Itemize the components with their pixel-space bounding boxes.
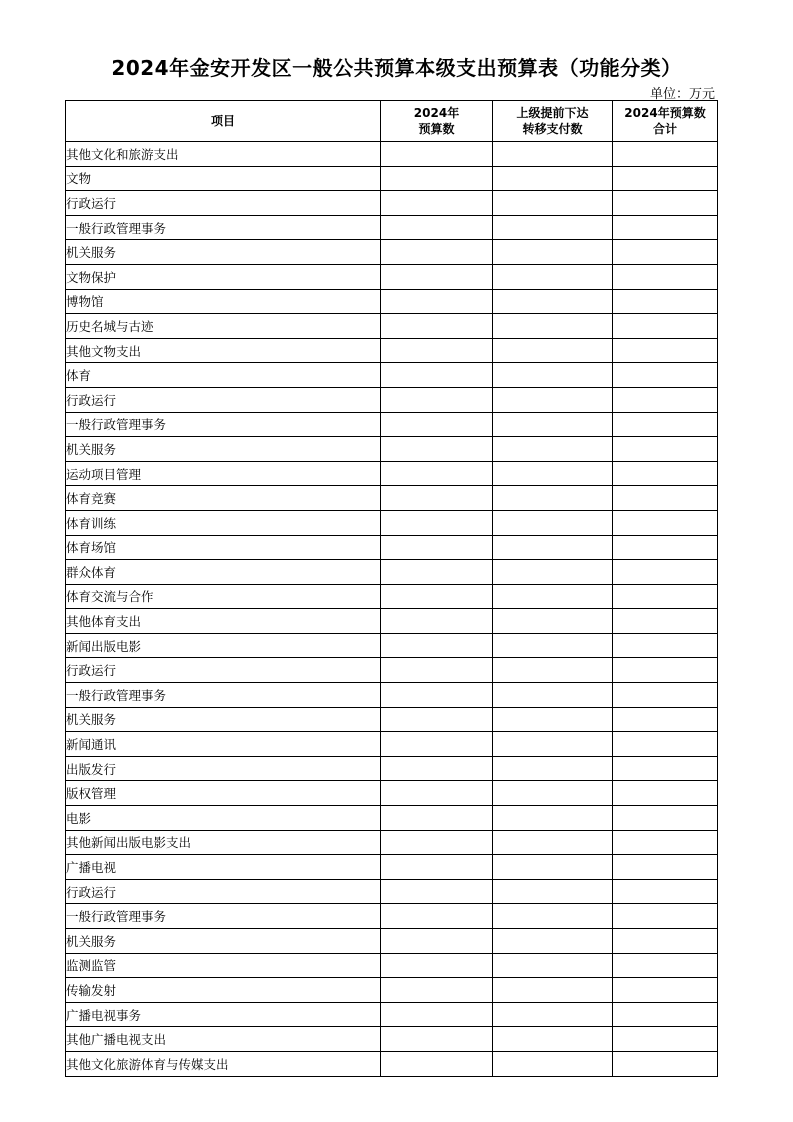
table-row [66, 953, 718, 978]
table-row [66, 879, 718, 904]
row-item-label: 出版发行 [66, 756, 381, 781]
cell-transfer-payment [493, 486, 613, 511]
table-row [66, 584, 718, 609]
cell-transfer-payment [493, 560, 613, 585]
cell-budget-2024 [381, 707, 493, 732]
cell-budget-total [613, 1027, 718, 1052]
header-budget-total [613, 101, 718, 142]
cell-transfer-payment [493, 830, 613, 855]
header-budget-total-line2: 合计 [652, 122, 677, 136]
cell-budget-total [613, 338, 718, 363]
row-item-label: 体育交流与合作 [66, 584, 381, 609]
table-row [66, 191, 718, 216]
unit-label: 单位：万元 [649, 87, 715, 102]
cell-budget-2024 [381, 535, 493, 560]
cell-transfer-payment [493, 289, 613, 314]
table-row [66, 633, 718, 658]
cell-budget-total [613, 707, 718, 732]
row-item-label: 机关服务 [66, 240, 381, 265]
header-transfer-payment-line1: 上级提前下达 [516, 106, 589, 120]
cell-budget-total [613, 806, 718, 831]
cell-budget-2024 [381, 855, 493, 880]
row-item-label: 电影 [66, 806, 381, 831]
cell-transfer-payment [493, 215, 613, 240]
cell-budget-total [613, 560, 718, 585]
cell-budget-2024 [381, 387, 493, 412]
cell-budget-total [613, 855, 718, 880]
cell-budget-total [613, 633, 718, 658]
table-row [66, 338, 718, 363]
cell-budget-total [613, 363, 718, 388]
budget-table [65, 100, 718, 1077]
cell-budget-2024 [381, 806, 493, 831]
cell-budget-2024 [381, 363, 493, 388]
cell-budget-total [613, 510, 718, 535]
row-item-label: 其他广播电视支出 [66, 1027, 381, 1052]
cell-budget-total [613, 978, 718, 1003]
row-item-label: 行政运行 [66, 191, 381, 216]
cell-transfer-payment [493, 142, 613, 167]
table-row [66, 1051, 718, 1076]
header-transfer-payment-line2: 转移支付数 [522, 122, 583, 136]
cell-transfer-payment [493, 510, 613, 535]
cell-budget-total [613, 781, 718, 806]
table-row [66, 240, 718, 265]
table-row [66, 560, 718, 585]
table-row [66, 904, 718, 929]
cell-transfer-payment [493, 535, 613, 560]
cell-budget-total [613, 486, 718, 511]
cell-budget-total [613, 535, 718, 560]
page-title: 2024年金安开发区一般公共预算本级支出预算表（功能分类） [111, 56, 682, 80]
cell-transfer-payment [493, 978, 613, 1003]
cell-budget-2024 [381, 584, 493, 609]
row-item-label: 机关服务 [66, 437, 381, 462]
row-item-label: 一般行政管理事务 [66, 683, 381, 708]
table-row [66, 142, 718, 167]
table-row [66, 363, 718, 388]
cell-transfer-payment [493, 781, 613, 806]
row-item-label: 传输发射 [66, 978, 381, 1003]
table-row [66, 830, 718, 855]
cell-budget-total [613, 756, 718, 781]
cell-budget-2024 [381, 609, 493, 634]
header-budget-total-line1: 2024年预算数 [624, 106, 706, 120]
cell-budget-2024 [381, 1027, 493, 1052]
header-budget-2024-line2: 预算数 [418, 122, 455, 136]
cell-budget-total [613, 929, 718, 954]
table-row [66, 437, 718, 462]
cell-budget-total [613, 461, 718, 486]
cell-transfer-payment [493, 191, 613, 216]
cell-transfer-payment [493, 240, 613, 265]
cell-transfer-payment [493, 879, 613, 904]
row-item-label: 一般行政管理事务 [66, 215, 381, 240]
cell-budget-2024 [381, 830, 493, 855]
cell-transfer-payment [493, 732, 613, 757]
row-item-label: 广播电视 [66, 855, 381, 880]
row-item-label: 体育训练 [66, 510, 381, 535]
cell-budget-total [613, 683, 718, 708]
cell-budget-2024 [381, 142, 493, 167]
header-item [66, 101, 381, 142]
cell-budget-total [613, 658, 718, 683]
row-item-label: 其他体育支出 [66, 609, 381, 634]
row-item-label: 历史名城与古迹 [66, 314, 381, 339]
table-row [66, 658, 718, 683]
cell-transfer-payment [493, 633, 613, 658]
cell-budget-total [613, 437, 718, 462]
table-row [66, 756, 718, 781]
cell-transfer-payment [493, 437, 613, 462]
cell-transfer-payment [493, 683, 613, 708]
cell-budget-total [613, 584, 718, 609]
cell-budget-total [613, 412, 718, 437]
cell-transfer-payment [493, 756, 613, 781]
table-row [66, 486, 718, 511]
cell-budget-total [613, 732, 718, 757]
table-row [66, 707, 718, 732]
row-item-label: 行政运行 [66, 879, 381, 904]
cell-budget-2024 [381, 264, 493, 289]
header-budget-2024-line1: 2024年 [413, 106, 460, 120]
row-item-label: 行政运行 [66, 387, 381, 412]
cell-budget-2024 [381, 879, 493, 904]
cell-transfer-payment [493, 166, 613, 191]
cell-budget-2024 [381, 732, 493, 757]
cell-budget-2024 [381, 314, 493, 339]
cell-transfer-payment [493, 904, 613, 929]
table-row [66, 314, 718, 339]
cell-budget-2024 [381, 953, 493, 978]
table-row [66, 461, 718, 486]
cell-budget-total [613, 314, 718, 339]
row-item-label: 文物保护 [66, 264, 381, 289]
cell-transfer-payment [493, 461, 613, 486]
row-item-label: 新闻出版电影 [66, 633, 381, 658]
cell-budget-total [613, 1051, 718, 1076]
cell-budget-2024 [381, 437, 493, 462]
row-item-label: 文物 [66, 166, 381, 191]
table-row [66, 929, 718, 954]
cell-budget-2024 [381, 658, 493, 683]
cell-budget-2024 [381, 683, 493, 708]
cell-budget-2024 [381, 904, 493, 929]
cell-budget-2024 [381, 633, 493, 658]
cell-budget-2024 [381, 289, 493, 314]
row-item-label: 运动项目管理 [66, 461, 381, 486]
cell-budget-2024 [381, 240, 493, 265]
cell-transfer-payment [493, 1051, 613, 1076]
cell-transfer-payment [493, 855, 613, 880]
row-item-label: 一般行政管理事务 [66, 412, 381, 437]
cell-budget-2024 [381, 338, 493, 363]
row-item-label: 版权管理 [66, 781, 381, 806]
row-item-label: 广播电视事务 [66, 1002, 381, 1027]
table-row [66, 289, 718, 314]
cell-budget-total [613, 830, 718, 855]
row-item-label: 一般行政管理事务 [66, 904, 381, 929]
row-item-label: 其他新闻出版电影支出 [66, 830, 381, 855]
cell-budget-total [613, 215, 718, 240]
cell-budget-2024 [381, 215, 493, 240]
cell-transfer-payment [493, 953, 613, 978]
table-row [66, 215, 718, 240]
cell-budget-total [613, 142, 718, 167]
cell-budget-2024 [381, 756, 493, 781]
row-item-label: 博物馆 [66, 289, 381, 314]
cell-budget-total [613, 240, 718, 265]
cell-budget-2024 [381, 166, 493, 191]
cell-transfer-payment [493, 412, 613, 437]
cell-budget-2024 [381, 412, 493, 437]
row-item-label: 其他文物支出 [66, 338, 381, 363]
header-item-label: 项目 [210, 114, 235, 128]
table-row [66, 387, 718, 412]
cell-budget-total [613, 879, 718, 904]
cell-transfer-payment [493, 363, 613, 388]
row-item-label: 群众体育 [66, 560, 381, 585]
table-row [66, 166, 718, 191]
header-transfer-payment [493, 101, 613, 142]
table-row [66, 855, 718, 880]
row-item-label: 体育场馆 [66, 535, 381, 560]
cell-budget-2024 [381, 560, 493, 585]
cell-transfer-payment [493, 584, 613, 609]
row-item-label: 其他文化旅游体育与传媒支出 [66, 1051, 381, 1076]
cell-transfer-payment [493, 1002, 613, 1027]
row-item-label: 新闻通讯 [66, 732, 381, 757]
table-row [66, 1027, 718, 1052]
cell-budget-total [613, 904, 718, 929]
cell-transfer-payment [493, 314, 613, 339]
row-item-label: 体育 [66, 363, 381, 388]
table-row [66, 535, 718, 560]
cell-transfer-payment [493, 707, 613, 732]
cell-budget-2024 [381, 978, 493, 1003]
cell-budget-total [613, 289, 718, 314]
table-row [66, 683, 718, 708]
cell-budget-2024 [381, 461, 493, 486]
cell-budget-total [613, 1002, 718, 1027]
row-item-label: 行政运行 [66, 658, 381, 683]
cell-budget-total [613, 191, 718, 216]
cell-budget-total [613, 609, 718, 634]
header-budget-2024 [381, 101, 493, 142]
cell-transfer-payment [493, 609, 613, 634]
cell-budget-2024 [381, 781, 493, 806]
table-row [66, 264, 718, 289]
cell-budget-total [613, 953, 718, 978]
table-header-row [66, 101, 718, 142]
cell-transfer-payment [493, 806, 613, 831]
row-item-label: 监测监管 [66, 953, 381, 978]
cell-budget-2024 [381, 510, 493, 535]
cell-transfer-payment [493, 338, 613, 363]
row-item-label: 机关服务 [66, 707, 381, 732]
table-row [66, 732, 718, 757]
table-row [66, 1002, 718, 1027]
cell-budget-total [613, 387, 718, 412]
table-row [66, 412, 718, 437]
cell-transfer-payment [493, 1027, 613, 1052]
cell-budget-2024 [381, 1002, 493, 1027]
cell-budget-2024 [381, 486, 493, 511]
cell-transfer-payment [493, 929, 613, 954]
table-row [66, 978, 718, 1003]
row-item-label: 机关服务 [66, 929, 381, 954]
table-row [66, 806, 718, 831]
cell-transfer-payment [493, 387, 613, 412]
cell-transfer-payment [493, 658, 613, 683]
cell-budget-total [613, 264, 718, 289]
table-body [66, 142, 718, 1077]
table-row [66, 609, 718, 634]
cell-budget-2024 [381, 929, 493, 954]
cell-budget-2024 [381, 191, 493, 216]
row-item-label: 其他文化和旅游支出 [66, 142, 381, 167]
table-row [66, 781, 718, 806]
cell-budget-total [613, 166, 718, 191]
cell-budget-2024 [381, 1051, 493, 1076]
row-item-label: 体育竞赛 [66, 486, 381, 511]
cell-transfer-payment [493, 264, 613, 289]
table-row [66, 510, 718, 535]
